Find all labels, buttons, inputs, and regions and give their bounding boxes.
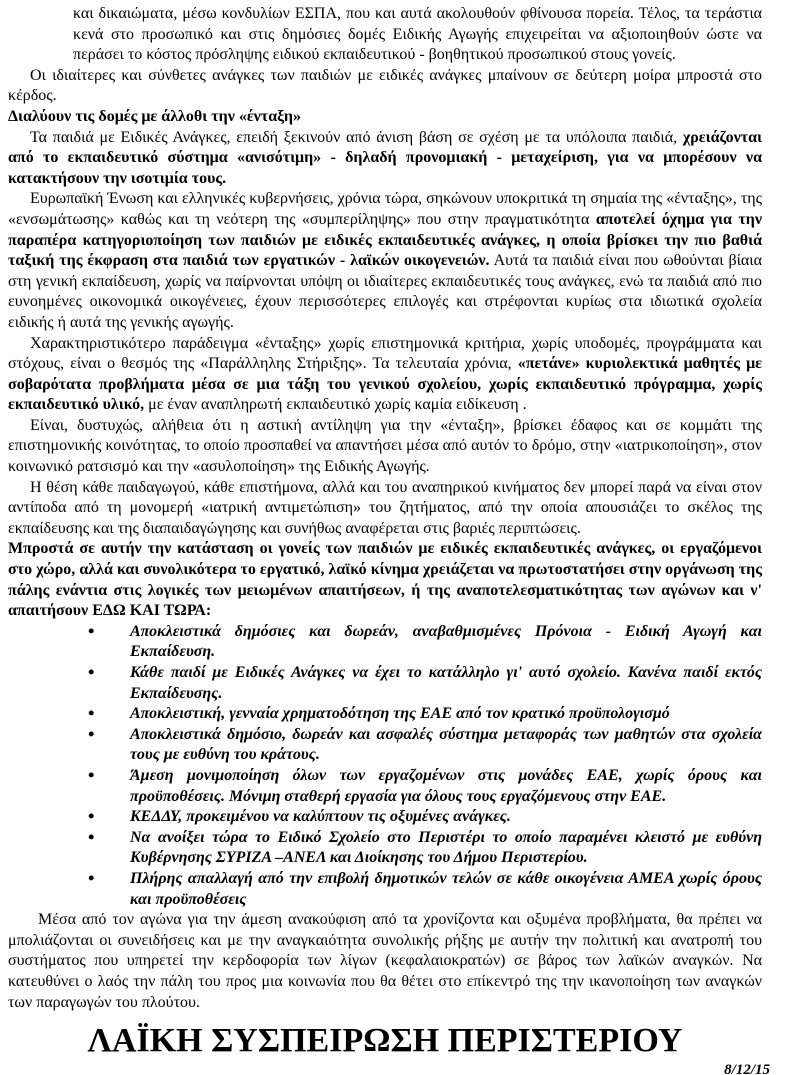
paragraph-continuation-espa: και δικαιώματα, μέσω κονδυλίων ΕΣΠΑ, που και αυτά ακολουθούν φθίνουσα πορεία. Τέλος, τα τεράστια κενά στο προσωπικό και στις δημόσιες δομές Ειδικής Αγωγής επιχειρείται να αξιοποιηθούν ώστε να περάσει το κόστος πρόσληψης ειδικού εκπαιδευτικού - βοηθητικού προσωπικού στους γονείς. — [73, 5, 762, 64]
text-run-bold: «πετάνε» κυριολεκτικά μαθητές με σοβαρότατα προβλήματα μέσα σε μια τάξη του γενικού σχολείου, χωρίς εκπαιδευτικό πρόγραμμα, χωρίς εκπαιδευτικό υλικό, — [8, 355, 763, 414]
demand-item-amea-fees: • Πλήρης απαλλαγή από την επιβολή δημοτικών τελών σε κάθε οικογένεια ΑΜΕΑ χωρίς όρους και προϋποθέσεις — [88, 869, 762, 910]
demand-item-state-funding: • Αποκλειστική, γενναία χρηματοδότηση της ΕΑΕ από τον κρατικό προϋπολογισμό — [88, 704, 762, 725]
paragraph-eu-entaxi — [8, 189, 762, 333]
demand-item-permanent-staff: • Άμεση μονιμοποίηση όλων των εργαζομένων στις μονάδες ΕΑΕ, χωρίς όρους και προϋποθέσεις. Μόνιμη σταθερή εργασία για όλους τους εργαζόμενους στην ΕΑΕ. — [88, 766, 762, 807]
text-run-normal: Αυτά τα παιδιά είναι που ωθούνται βίαια στη γενική εκπαίδευση, χωρίς να παίρνονται υπόψη οι ιδιαίτερες εκπαιδευτικές τους ανάγκες, ενώ τα παιδιά από πιο ευνοημένες οικονομικά οικογένειες, έχουν περισσότερες επιλογές και στρέφονται κυρίως στα ιδιωτικά σχολεία ειδικής ή αυτά της γενικής αγωγής. — [8, 252, 762, 331]
paragraph-thesi-paidagogou: Η θέση κάθε παιδαγωγού, κάθε επιστήμονα, αλλά και του αναπηρικού κινήματος δεν μπορεί παρά να είναι στον αντίποδα από τη μονομερή «ιατρική αντιμετώπιση» του ζητήματος, από την οποία απουσιάζει το σκέλος της εκπαίδευσης και της διαπαιδαγώγησης και συνήθως αναφέρεται στις βαριές περιπτώσεις. — [8, 478, 762, 537]
text-run-bold: αποτελεί όχημα για την παραπέρα κατηγοριοποίηση των παιδιών με ειδικές εκπαιδευτικές ανάγκες, η οποία βρίσκει την πιο βαθιά ταξική της έκφραση στα παιδιά των εργατικών - λαϊκών οικογενειών. — [8, 210, 762, 270]
paragraph-closing: Μέσα από τον αγώνα για την άμεση ανακούφιση από τα χρονίζοντα και οξυμένα προβλήματα, θα πρέπει να μπολιάζονται οι συνειδήσεις και με την αναγκαιότητα συνολικής ρήξης με αυτήν την πολιτική και ανατροπή του συστήματος που υπηρετεί την κερδοφορία των λίγων (κεφαλαιοκρατών) σε βάρος των λαϊκών αναγκών. Να κατευθύνει ο λαός την πάλη του προς μια κοινωνία που θα θέτει στο επίκεντρό της την ικανοποίηση των αναγκών των παραγωγών του πλούτου. — [8, 911, 762, 1011]
text-run-normal: Ευρωπαϊκή Ένωση και ελληνικές κυβερνήσεις, χρόνια τώρα, σηκώνουν υποκριτικά τη σημαία της «ένταξης», της «ενσωμάτωσης» καθώς και τη νεότερη της «συμπερίληψης» που στην πραγματικότητα — [8, 190, 762, 228]
paragraph-profit: Οι ιδιαίτερες και σύνθετες ανάγκες των παιδιών με ειδικές ανάγκες μπαίνουν σε δεύτερη μοίρα μπροστά στο κέρδος. — [8, 66, 762, 105]
demand-item-proper-school: • Κάθε παιδί με Ειδικές Ανάγκες να έχει το κατάλληλο γι' αυτό σχολείο. Κανένα παιδί εκτός Εκπαίδευσης. — [88, 663, 762, 704]
text-run-bold: χρειάζονται από το εκπαιδευτικό σύστημα «ανισότιμη» - δηλαδή προνομιακή - μεταχείριση, για να μπορέσουν να κατακτήσουν την ισοτιμία τους. — [8, 128, 762, 187]
text-run-normal: Τα παιδιά με Ειδικές Ανάγκες, επειδή ξεκινούν από άνιση βάση σε σχέση με τα υπόλοιπα παιδιά, — [30, 128, 683, 146]
paragraph-astiki-antilipsi: Είναι, δυστυχώς, αλήθεια ότι η αστική αντίληψη για την «ένταξη», βρίσκει έδαφος και σε κομμάτι της επιστημονικής κοινότητας, το οποίο προσπαθεί να απαντήσει μέσα από αυτόν το δρόμο, στην «ιατρικοποίηση», στον κοινωνικό ρατσισμό και την «ασυλοποίηση» της Ειδικής Αγωγής. — [8, 416, 762, 476]
text-run-normal: Χαρακτηριστικότερο παράδειγμα «ένταξης» χωρίς επιστημονικά κριτήρια, χωρίς υποδομές, προγράμματα και στόχους, είναι ο θεσμός της «Παράλληλης Στήριξης». Τα τελευταία χρόνια, — [8, 334, 762, 373]
paragraph-call-to-action: Μπροστά σε αυτήν την κατάσταση οι γονείς των παιδιών με ειδικές εκπαιδευτικές ανάγκες, οι εργαζόμενοι στο χώρο, αλλά και συνολικότερα το εργατικό, λαϊκό κίνημα χρειάζεται να πρωτοστατήσει στην οργάνωση της πάλης ενάντια στις λογικές των μειωμένων απαιτήσεων, ή της αναποτελεσματικότητας των αγώνων και ν' απαιτήσουν ΕΔΩ ΚΑΙ ΤΩΡΑ: — [8, 540, 762, 620]
demands-list — [88, 622, 762, 910]
document-date: 8/12/15 — [724, 1062, 770, 1075]
demand-item-keddy: • ΚΕΔΔΥ, προκειμένου να καλύπτουν τις οξυμένες ανάγκες. — [88, 807, 762, 828]
demand-item-public-free: • Αποκλειστικά δημόσιες και δωρεάν, αναβαθμισμένες Πρόνοια - Ειδική Αγωγή και Εκπαίδευση. — [88, 622, 762, 663]
text-run-normal: με έναν αναπληρωτή εκπαιδευτικό χωρίς καμία ειδίκευση . — [144, 396, 527, 414]
organization-title: ΛΑΪΚΗ ΣΥΣΠΕΙΡΩΣΗ ΠΕΡΙΣΤΕΡΙΟΥ — [87, 1022, 683, 1060]
paragraph-paralili-stirixi — [8, 334, 762, 416]
demand-item-transport: • Αποκλειστικά δημόσιο, δωρεάν και ασφαλές σύστημα μεταφοράς των μαθητών στα σχολεία τους με ευθύνη του κράτους. — [88, 725, 762, 766]
section-heading-entaxi: Διαλύουν τις δομές με άλλοθι την «ένταξη» — [8, 107, 301, 125]
paragraph-children — [8, 128, 762, 190]
demand-item-open-school: • Να ανοίξει τώρα το Ειδικό Σχολείο στο Περιστέρι το οποίο παραμένει κλειστό με ευθύνη Κυβέρνησης ΣΥΡΙΖΑ –ΑΝΕΛ και Διοίκησης του Δήμου Περιστερίου. — [88, 828, 762, 869]
